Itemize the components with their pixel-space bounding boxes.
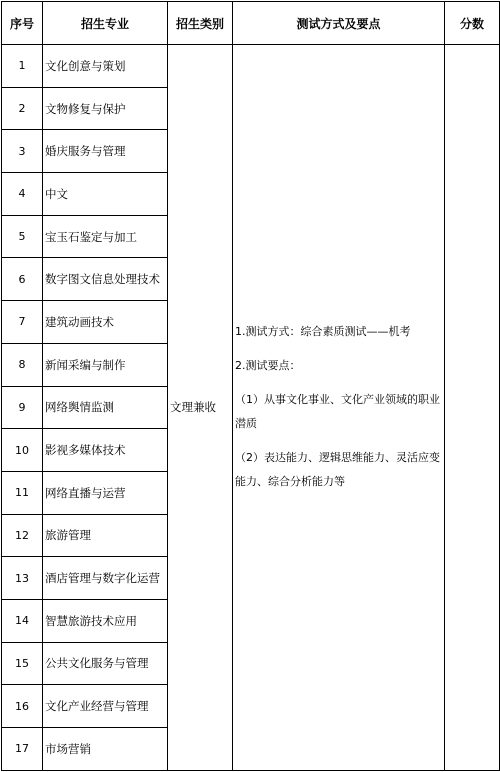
score-cell [445, 45, 500, 771]
major-name: 酒店管理与数字化运营 [43, 557, 168, 600]
major-name: 文化产业经营与管理 [43, 685, 168, 728]
row-number: 7 [2, 301, 43, 344]
major-name: 市场营销 [43, 728, 168, 771]
row-number: 12 [2, 514, 43, 557]
row-number: 10 [2, 429, 43, 472]
major-name: 数字图文信息处理技术 [43, 258, 168, 301]
major-name: 网络舆情监测 [43, 386, 168, 429]
major-name: 文物修复与保护 [43, 87, 168, 130]
major-name: 新闻采编与制作 [43, 343, 168, 386]
header-major: 招生专业 [43, 2, 168, 45]
header-category: 招生类别 [168, 2, 233, 45]
majors-table [1, 1, 500, 771]
header-test: 测试方式及要点 [233, 2, 445, 45]
row-number: 4 [2, 173, 43, 216]
category-cell: 文理兼收 [168, 45, 233, 771]
major-name: 旅游管理 [43, 514, 168, 557]
row-number: 9 [2, 386, 43, 429]
major-name: 公共文化服务与管理 [43, 642, 168, 685]
row-number: 13 [2, 557, 43, 600]
major-name: 中文 [43, 173, 168, 216]
header-row [2, 2, 500, 45]
major-name: 建筑动画技术 [43, 301, 168, 344]
row-number: 8 [2, 343, 43, 386]
row-number: 3 [2, 130, 43, 173]
admission-table [0, 1, 500, 772]
row-number: 15 [2, 642, 43, 685]
row-number: 16 [2, 685, 43, 728]
row-number: 5 [2, 215, 43, 258]
major-name: 智慧旅游技术应用 [43, 599, 168, 642]
major-name: 影视多媒体技术 [43, 429, 168, 472]
test-line-3: （1）从事文化事业、文化产业领域的职业潜质 [235, 393, 440, 431]
table-row [2, 45, 500, 88]
major-name: 婚庆服务与管理 [43, 130, 168, 173]
row-number: 1 [2, 45, 43, 88]
test-line-2: 2.测试要点： [235, 359, 301, 373]
test-line-4: （2）表达能力、逻辑思维能力、灵活应变能力、综合分析能力等 [235, 451, 440, 489]
row-number: 6 [2, 258, 43, 301]
row-number: 11 [2, 471, 43, 514]
major-name: 文化创意与策划 [43, 45, 168, 88]
major-name: 宝玉石鉴定与加工 [43, 215, 168, 258]
major-name: 网络直播与运营 [43, 471, 168, 514]
test-method-cell [233, 45, 445, 771]
row-number: 14 [2, 599, 43, 642]
row-number: 2 [2, 87, 43, 130]
row-number: 17 [2, 728, 43, 771]
header-seq: 序号 [2, 2, 43, 45]
header-score: 分数 [445, 2, 500, 45]
test-line-1: 1.测试方式：综合素质测试——机考 [235, 325, 411, 339]
